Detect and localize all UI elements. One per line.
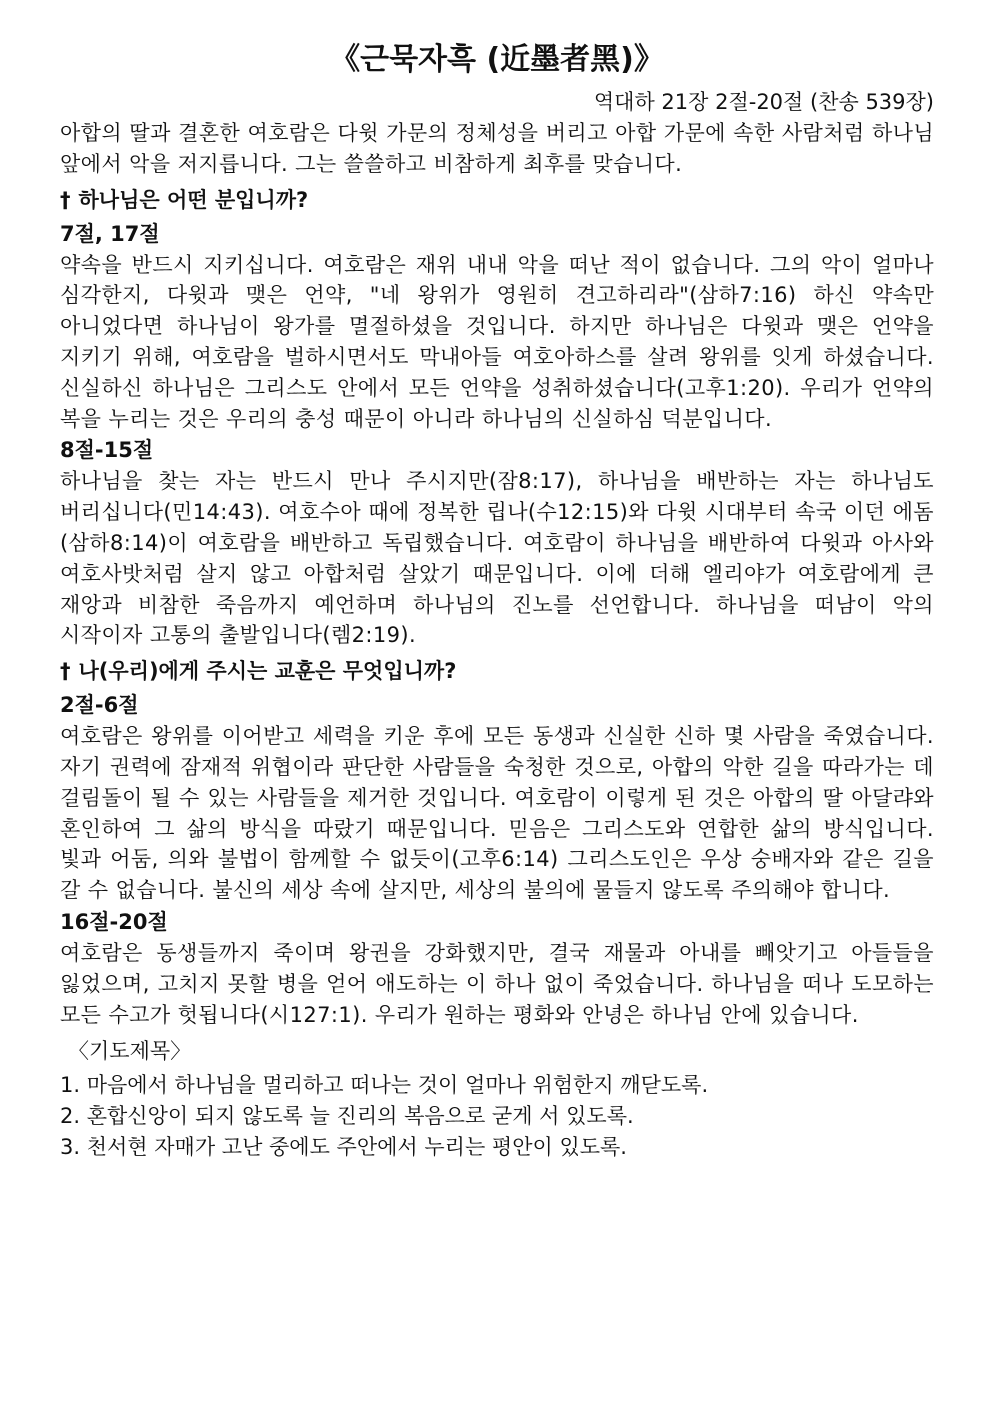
verse-paragraph: 약속을 반드시 지키십니다. 여호람은 재위 내내 악을 떠난 적이 없습니다. 그의 악이 얼마나 심각한지, 다윗과 맺은 언약, "네 왕위가 영원히 견고하리라"(삼하7:16) 하신 약속만 아니었다면 하나님이 왕가를 멸절하셨을 것입니다. 하지만 하나님은 다윗과 맺은 언약을 지키기 위해, 여호람을 벌하시면서도 막내아들 여호아하스를 살려 왕위를 잇게 하셨습니다. 신실하신 하나님은 그리스도 안에서 모든 언약을 성취하셨습니다(고후1:20). 우리가 언약의 복을 누리는 것은 우리의 충성 때문이 아니라 하나님의 신실하심 덕분입니다. xyxy=(60,252,934,431)
question-text: 하나님은 어떤 분입니까? xyxy=(78,187,309,212)
question-text: 나(우리)에게 주시는 교훈은 무엇입니까? xyxy=(78,659,457,684)
prayer-title: 〈기도제목〉 xyxy=(68,1039,192,1064)
intro-paragraph: 아합의 딸과 결혼한 여호람은 다윗 가문의 정체성을 버리고 아합 가문에 속한 사람처럼 하나님 앞에서 악을 저지릅니다. 그는 쓸쓸하고 비참하게 최후를 맞습니다. xyxy=(60,121,934,176)
verse-heading: 7절, 17절 xyxy=(60,221,160,246)
devotional-page xyxy=(60,40,934,1163)
verse-paragraph: 여호람은 왕위를 이어받고 세력을 키운 후에 모든 동생과 신실한 신하 몇 사람을 죽였습니다. 자기 권력에 잠재적 위협이라 판단한 사람들을 숙청한 것으로, 아합의 악한 길을 따라가는 데 걸림돌이 될 수 있는 사람들을 제거한 것입니다. 여호람이 이렇게 된 것은 아합의 딸 아달랴와 혼인하여 그 삶의 방식을 따랐기 때문입니다. 믿음은 그리스도와 연합한 삶의 방식입니다. 빛과 어둠, 의와 불법이 함께할 수 없듯이(고후6:14) 그리스도인은 우상 숭배자와 같은 길을 갈 수 없습니다. 불신의 세상 속에 살지만, 세상의 불의에 물들지 않도록 주의해야 합니다. xyxy=(60,724,934,903)
prayer-item: 2. 혼합신앙이 되지 않도록 늘 진리의 복음으로 굳게 서 있도록. xyxy=(60,1104,634,1129)
prayer-item: 3. 천서현 자매가 고난 중에도 주안에서 누리는 평안이 있도록. xyxy=(60,1135,627,1160)
verse-heading: 2절-6절 xyxy=(60,693,139,718)
prayer-list xyxy=(60,1070,934,1163)
section-who-is-god xyxy=(60,184,934,652)
cross-icon: † xyxy=(60,659,71,684)
verse-paragraph: 하나님을 찾는 자는 반드시 만나 주시지만(잠8:17), 하나님을 배반하는 자는 하나님도 버리십니다(민14:43). 여호수아 때에 정복한 립나(수12:15)와 다윗 시대부터 속국 이던 에돔(삼하8:14)이 여호람을 배반하고 독립했습니다. 여호람이 하나님을 배반하여 다윗과 아사와 여호사밧처럼 살지 않고 아합처럼 살았기 때문입니다. 이에 더해 엘리야가 여호람에게 큰 재앙과 비참한 죽음까지 예언하며 하나님의 진노를 선언합니다. 하나님을 떠남이 악의 시작이자 고통의 출발입니다(렘2:19). xyxy=(60,469,934,648)
section-question xyxy=(60,184,934,216)
page-title: 《근묵자흑 (近墨者黑)》 xyxy=(330,42,664,77)
scripture-reference: 역대하 21장 2절-20절 (찬송 539장) xyxy=(593,90,934,114)
verse-heading: 8절-15절 xyxy=(60,438,154,463)
section-question xyxy=(60,655,934,687)
prayer-section xyxy=(60,1034,934,1163)
prayer-item: 1. 마음에서 하나님을 멀리하고 떠나는 것이 얼마나 위험한지 깨닫도록. xyxy=(60,1073,709,1098)
section-lesson xyxy=(60,655,934,1030)
verse-heading: 16절-20절 xyxy=(60,909,168,934)
verse-paragraph: 여호람은 동생들까지 죽이며 왕권을 강화했지만, 결국 재물과 아내를 빼앗기고 아들들을 잃었으며, 고치지 못할 병을 얻어 애도하는 이 하나 없이 죽었습니다. 하나님을 떠나 도모하는 모든 수고가 헛됩니다(시127:1). 우리가 원하는 평화와 안녕은 하나님 안에 있습니다. xyxy=(60,940,934,1027)
cross-icon: † xyxy=(60,187,71,212)
